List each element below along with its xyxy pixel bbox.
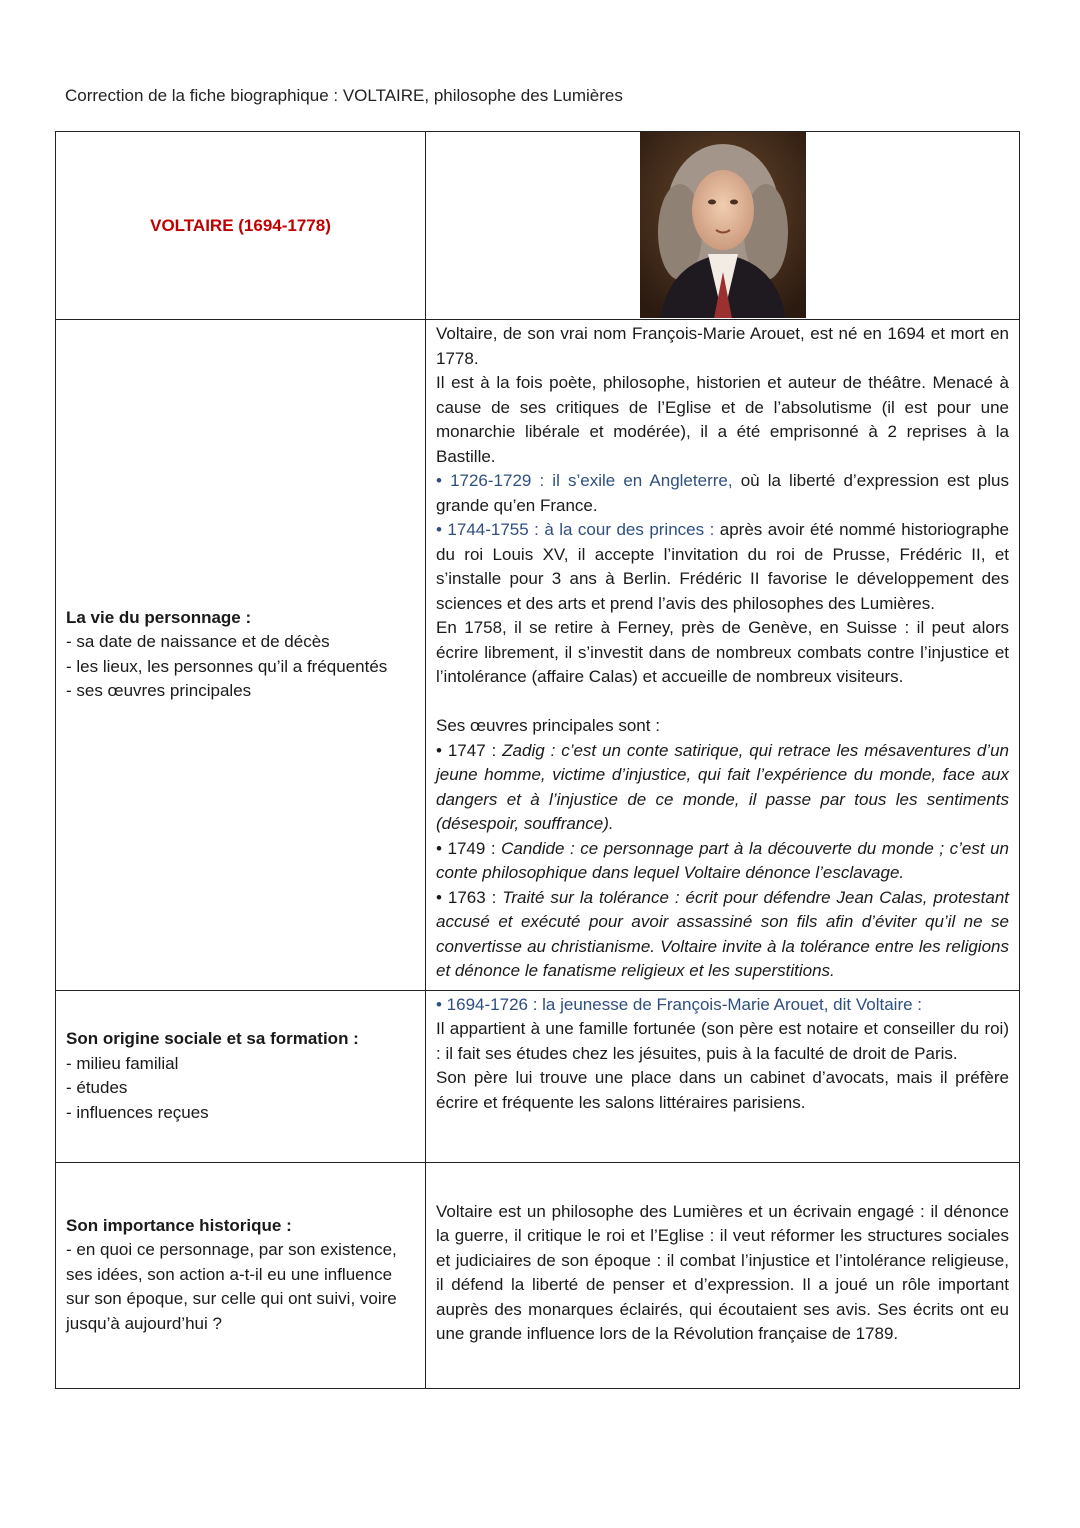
origine-item: - études [66,1078,128,1097]
vie-paragraph: Voltaire, de son vrai nom François-Marie Arouet, est né en 1694 et mort en 1778. [436,324,1009,368]
bullet-label: • 1726-1729 : il s’exile en Angleterre, [436,471,733,490]
table-row-origine [56,990,1020,1162]
person-name: VOLTAIRE (1694-1778) [56,132,426,320]
document-title: Correction de la fiche biographique : VOLTAIRE, philosophe des Lumières [65,86,623,105]
portrait-image [640,132,806,318]
vie-paragraph: Il est à la fois poète, philosophe, historien et auteur de théâtre. Menacé à cause de ses critiques de l’Eglise et de l’absolutisme (il est pour une monarchie libérale et modérée), il a été emprisonné à 2 reprises à la Bastille. [436,373,1009,466]
portrait-cell [426,132,1020,320]
works-intro: Ses œuvres principales sont : [436,716,660,735]
vie-criteria [56,320,426,991]
origine-bullet: • 1694-1726 : la jeunesse de François-Marie Arouet, dit Voltaire : [436,994,923,1014]
work-item: • 1747 : Zadig : c’est un conte satirique, qui retrace les mésaventures d’un jeune homme, victime d’injustice, qui fait l’expérience du monde, face aux dangers et à l’injustice de ce monde, il passe par tous les sentiments (désespoir, souffrance). [436,740,1009,833]
vie-bullet: • 1744-1755 : à la cour des princes : après avoir été nommé historiographe du roi Louis XV, il accepte l’invitation du roi de Prusse, Frédéric II, et s’installe pour 3 ans à Berlin. Frédéric II favorise le développement des sciences et des arts et prend l’avis des philosophes des Lumières. [436,520,1009,613]
work-item: • 1749 : Candide : ce personnage part à la découverte du monde ; c’est un conte philosophique dans lequel Voltaire dénonce l’esclavage. [436,838,1009,882]
importance-paragraph: Voltaire est un philosophe des Lumières et un écrivain engagé : il dénonce la guerre, il critique le roi et l’Eglise : il veut réformer les structures sociales et judiciaires de son époque : il combat l’injustice et l’intolérance religieuse, il défend la liberté de penser et d’expression. Il a joué un rôle important auprès des monarques éclairés, qui écoutaient ses avis. Ses écrits ont eu une grande influence lors de la Révolution française de 1789. [436,1201,1009,1343]
origine-heading: Son origine sociale et sa formation : [66,1029,359,1048]
origine-paragraph: Il appartient à une famille fortunée (son père est notaire et conseiller du roi) : il fait ses études chez les jésuites, puis à la faculté de droit de Paris. [436,1019,1009,1063]
table-row-vie [56,320,1020,991]
vie-answer [426,320,1020,991]
origine-item: - milieu familial [66,1053,179,1073]
bullet-label: • 1744-1755 : à la cour des princes : [436,520,715,539]
vie-paragraph: En 1758, il se retire à Ferney, près de Genève, en Suisse : il peut alors écrire librement, il s’investit dans de nombreux combats contre l’injustice et l’intolérance (affaire Calas) et accueille de nombreux visiteurs. [436,618,1009,686]
origine-criteria [56,990,426,1162]
origine-item: - influences reçues [66,1102,209,1122]
vie-bullet: • 1726-1729 : il s’exile en Angleterre, où la liberté d’expression est plus grande qu’en France. [436,471,1010,515]
vie-item: - sa date de naissance et de décès [66,632,330,652]
vie-item: - ses œuvres principales [66,681,252,701]
origine-answer [426,990,1020,1162]
biography-table [55,131,1020,1389]
importance-answer [426,1162,1020,1388]
vie-heading: La vie du personnage : [66,607,252,627]
table-row-header [56,132,1020,320]
work-item: • 1763 : Traité sur la tolérance : écrit pour défendre Jean Calas, protestant accusé et exécuté pour avoir assassiné son fils afin d’éviter qu’il ne se convertisse au christianisme. Voltaire invite à la tolérance entre les religions et dénonce le fanatisme religieux et les superstitions. [436,887,1009,980]
table-row-importance [56,1162,1020,1388]
importance-heading: Son importance historique : [66,1215,292,1235]
vie-item: - les lieux, les personnes qu’il a fréquentés [66,656,388,676]
importance-criteria [56,1162,426,1388]
origine-paragraph: Son père lui trouve une place dans un cabinet d’avocats, mais il préfère écrire et fréquente les salons littéraires parisiens. [436,1068,1009,1112]
importance-desc: - en quoi ce personnage, par son existence, ses idées, son action a-t-il eu une influence sur son époque, sur celle qui ont suivi, voire jusqu’à aujourd’hui ? [66,1240,397,1333]
